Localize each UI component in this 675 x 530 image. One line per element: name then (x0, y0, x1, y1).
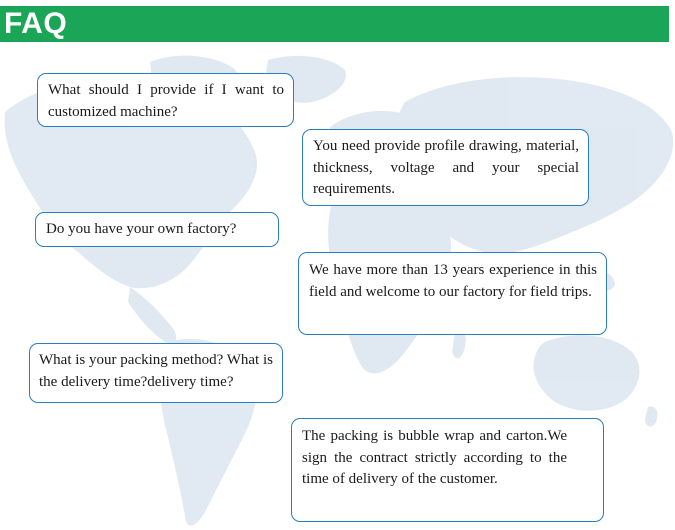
faq-question-2 (35, 212, 279, 247)
faq-answer-2-text: We have more than 13 years experience in this field and welcome to our factory for field trips. (309, 262, 597, 300)
faq-question-2-text: Do you have your own factory? (46, 221, 237, 237)
faq-answer-1-text: You need provide profile drawing, material, thickness, voltage and your special requirements. (313, 138, 579, 197)
faq-answer-3 (291, 418, 604, 522)
faq-question-3-text: What is your packing method? What is the delivery time?delivery time? (39, 352, 273, 390)
page-title: FAQ (4, 7, 68, 40)
faq-question-1 (37, 73, 294, 127)
faq-question-1-text: What should I provide if I want to customized machine? (48, 82, 284, 120)
faq-answer-1 (302, 129, 589, 206)
faq-header (0, 6, 669, 42)
faq-question-3 (29, 343, 283, 403)
faq-answer-2 (298, 252, 607, 335)
faq-answer-3-text: The packing is bubble wrap and carton.We sign the contract strictly according to the time of delivery of the customer. (302, 428, 567, 487)
